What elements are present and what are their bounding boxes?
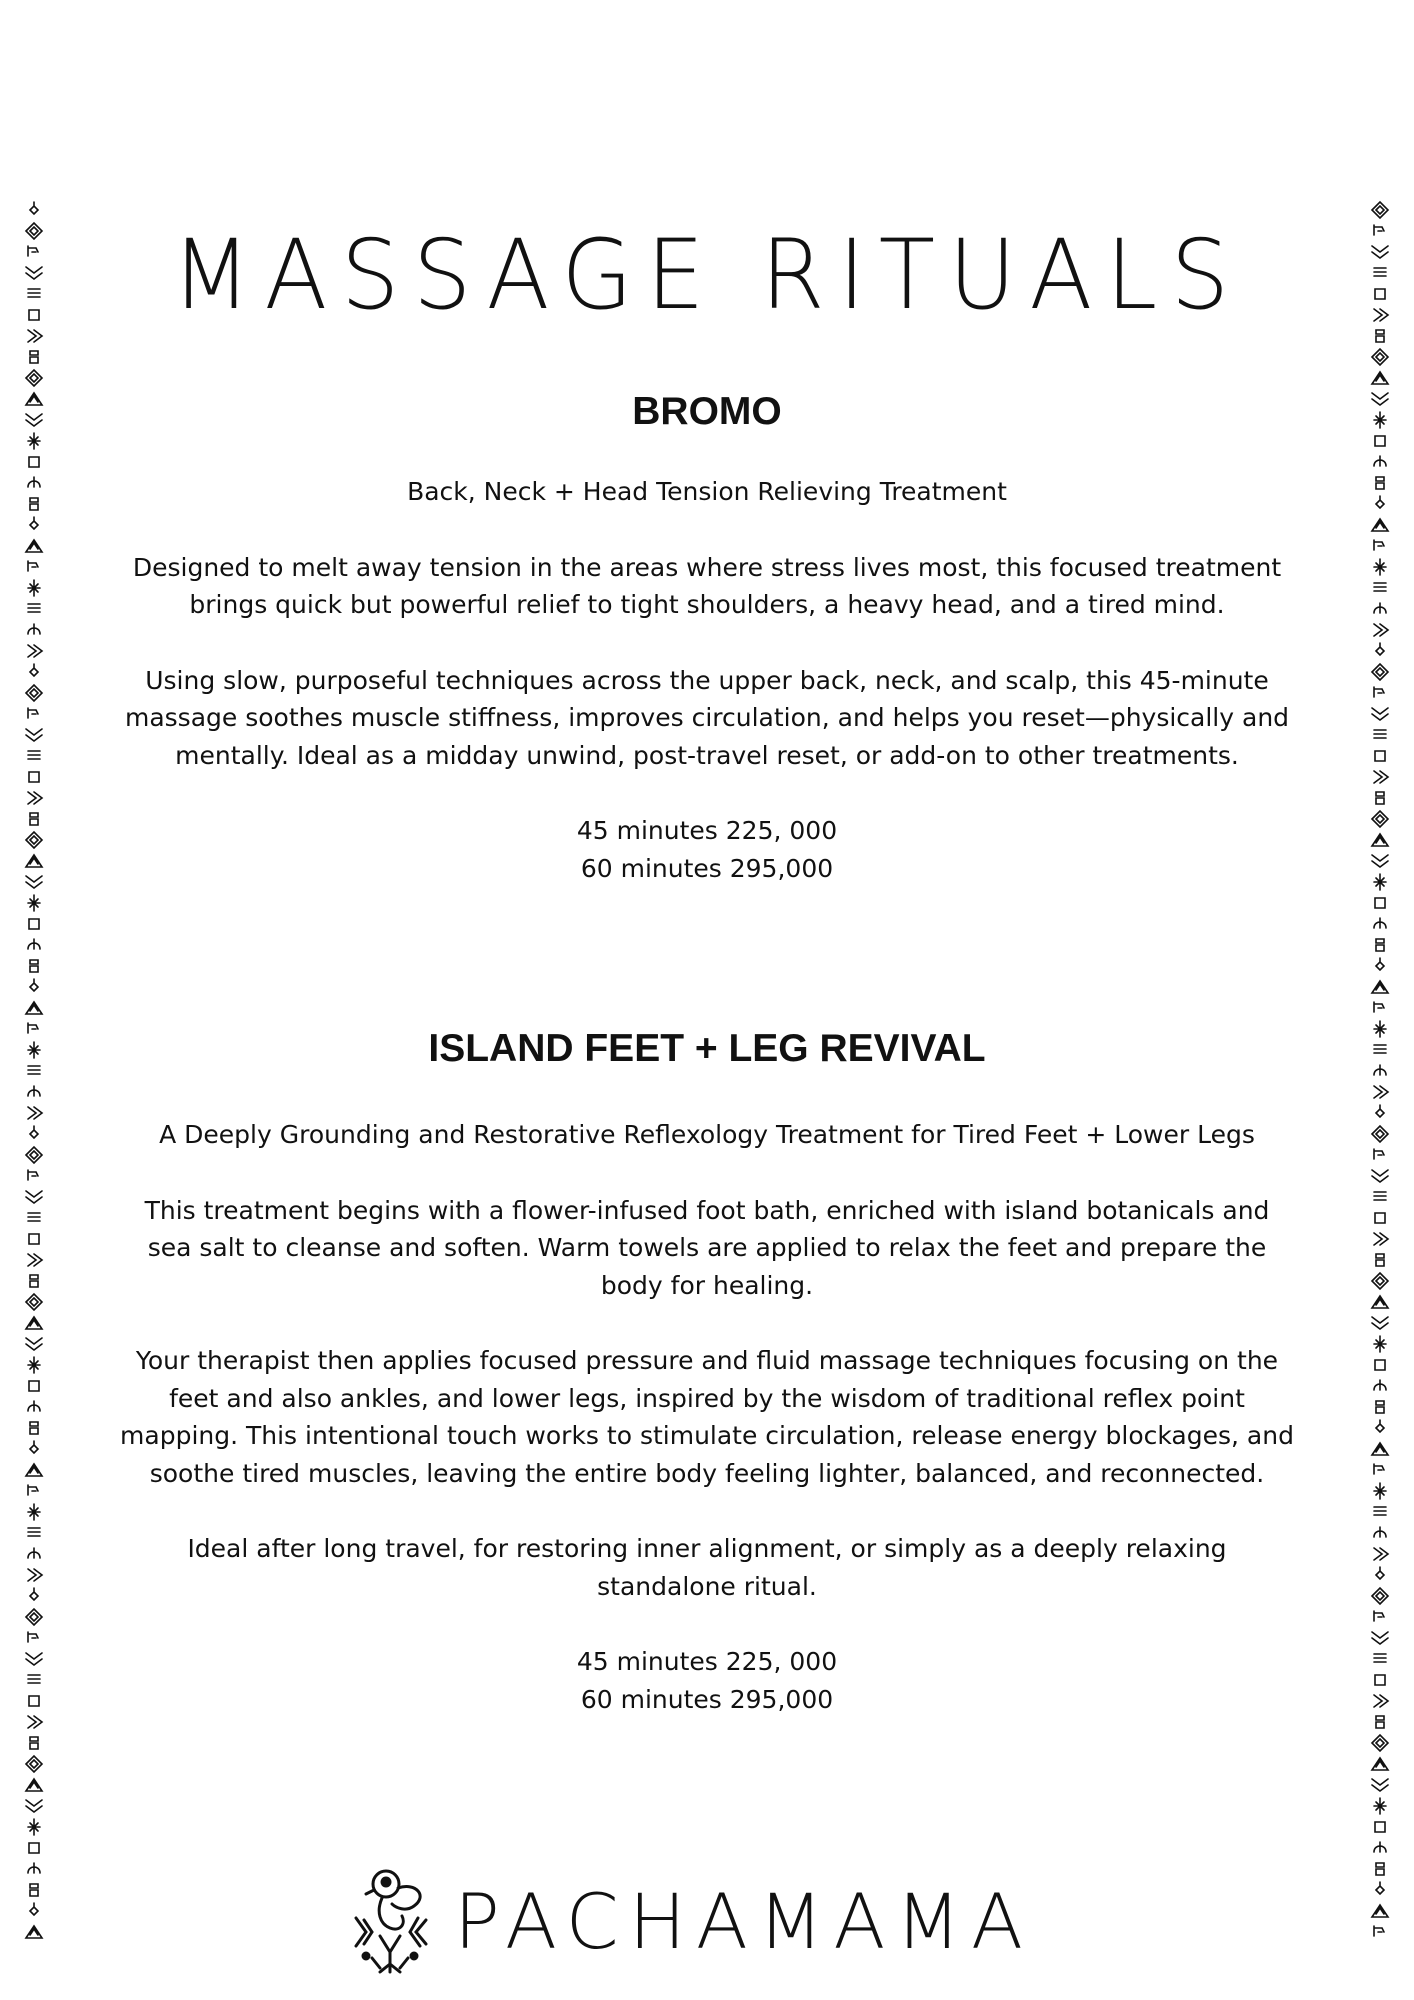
tribal-motif-icon bbox=[1374, 1086, 1388, 1098]
tribal-motif-icon bbox=[29, 1234, 39, 1244]
tribal-motif-icon bbox=[30, 1126, 38, 1138]
tribal-motif-icon bbox=[1372, 1273, 1388, 1289]
tribal-motif-icon bbox=[26, 1609, 42, 1625]
tribal-motif-icon bbox=[30, 1588, 38, 1600]
tribal-motif-icon bbox=[28, 939, 40, 949]
treatment-section-bromo bbox=[120, 387, 1294, 887]
tribal-motif-icon bbox=[1375, 898, 1385, 908]
left-tribal-border bbox=[20, 200, 48, 1960]
price-45-minutes: 45 minutes 225, 000 bbox=[576, 1647, 838, 1676]
tribal-motif-icon bbox=[30, 498, 38, 510]
tribal-motif-icon bbox=[1375, 1822, 1385, 1832]
tribal-motif-icon bbox=[30, 1275, 38, 1287]
tribal-motif-icon bbox=[1374, 624, 1388, 636]
tribal-motif-icon bbox=[28, 1086, 40, 1096]
tribal-motif-icon bbox=[1374, 603, 1386, 613]
tribal-motif-icon bbox=[26, 1779, 42, 1791]
tribal-motif-icon bbox=[1375, 436, 1385, 446]
tribal-motif-icon bbox=[28, 433, 40, 449]
tribal-motif-icon bbox=[26, 223, 42, 239]
price-60-minutes: 60 minutes 295,000 bbox=[580, 1684, 834, 1714]
price-45-minutes: 45 minutes 225, 000 bbox=[576, 816, 838, 845]
tribal-motif-icon bbox=[1372, 664, 1388, 680]
tribal-motif-icon bbox=[28, 708, 38, 718]
tribal-motif-icon bbox=[1374, 1149, 1384, 1159]
tribal-motif-icon bbox=[26, 1338, 42, 1350]
tribal-motif-icon bbox=[1374, 687, 1384, 697]
tribal-motif-icon bbox=[1372, 1735, 1388, 1751]
tribal-motif-icon bbox=[28, 895, 40, 911]
tribal-motif-icon bbox=[1376, 1863, 1384, 1875]
tribal-motif-icon bbox=[1374, 1654, 1386, 1662]
tribal-motif-icon bbox=[28, 561, 38, 571]
tribal-motif-icon bbox=[1374, 309, 1388, 321]
tribal-motif-icon bbox=[26, 1317, 42, 1329]
tribal-motif-icon bbox=[1376, 939, 1384, 951]
tribal-motif-icon bbox=[28, 1863, 40, 1873]
tribal-motif-icon bbox=[29, 310, 39, 320]
tribal-motif-icon bbox=[1372, 1588, 1388, 1604]
tribal-motif-icon bbox=[1372, 1317, 1388, 1329]
tribal-motif-icon bbox=[30, 517, 38, 529]
tribal-motif-icon bbox=[28, 1716, 42, 1728]
tribal-motif-icon bbox=[1374, 874, 1386, 890]
tribal-motif-icon bbox=[26, 1756, 42, 1772]
tribal-motif-icon bbox=[1372, 811, 1388, 827]
tribal-motif-icon bbox=[1376, 643, 1384, 655]
tribal-motif-icon bbox=[26, 1191, 42, 1203]
tribal-motif-icon bbox=[26, 370, 42, 386]
tribal-motif-icon bbox=[26, 1926, 42, 1938]
treatment-subtitle: Back, Neck + Head Tension Relieving Treatment bbox=[407, 477, 1007, 506]
tribal-motif-icon bbox=[28, 1528, 40, 1536]
tribal-motif-icon bbox=[28, 289, 40, 297]
tribal-motif-icon bbox=[28, 1401, 40, 1411]
tribal-motif-icon bbox=[26, 1002, 42, 1014]
treatment-description: Ideal after long travel, for restoring inner alignment, or simply as a deeply relaxing standalone ritual. bbox=[187, 1534, 1227, 1601]
tribal-motif-icon bbox=[26, 876, 42, 888]
price-list bbox=[120, 1643, 1294, 1718]
tribal-motif-icon bbox=[28, 1485, 38, 1495]
tribal-motif-icon bbox=[1376, 792, 1384, 804]
tribal-motif-icon bbox=[1374, 540, 1384, 550]
tribal-motif-icon bbox=[28, 792, 42, 804]
tribal-motif-icon bbox=[26, 729, 42, 741]
tribal-motif-icon bbox=[28, 246, 38, 256]
tribal-motif-icon bbox=[29, 919, 39, 929]
treatment-subtitle: A Deeply Grounding and Restorative Reflexology Treatment for Tired Feet + Lower Legs bbox=[159, 1120, 1255, 1149]
tribal-motif-icon bbox=[1374, 559, 1386, 575]
tribal-motif-icon bbox=[26, 832, 42, 848]
tribal-motif-icon bbox=[1374, 771, 1388, 783]
tribal-motif-icon bbox=[1372, 855, 1388, 867]
tribal-motif-icon bbox=[1374, 1483, 1386, 1499]
tribal-motif-icon bbox=[29, 1381, 39, 1391]
tribal-motif-icon bbox=[26, 1653, 42, 1665]
tribal-motif-icon bbox=[1372, 708, 1388, 720]
tribal-motif-icon bbox=[1376, 958, 1384, 970]
tribal-motif-icon bbox=[1375, 289, 1385, 299]
tribal-motif-icon bbox=[1374, 1507, 1386, 1515]
tribal-motif-icon bbox=[28, 1504, 40, 1520]
brand-name: PACHAMAMA bbox=[454, 1877, 1033, 1966]
tribal-motif-icon bbox=[30, 1737, 38, 1749]
tribal-motif-icon bbox=[26, 1464, 42, 1476]
tribal-motif-icon bbox=[28, 1569, 42, 1581]
tribal-motif-icon bbox=[1372, 1170, 1388, 1182]
tribal-pattern-icon bbox=[20, 200, 48, 1960]
tribal-motif-icon bbox=[30, 1884, 38, 1896]
tribal-pattern-icon bbox=[1366, 200, 1394, 1960]
tribal-motif-icon bbox=[1372, 1632, 1388, 1644]
treatment-title: BROMO bbox=[632, 390, 782, 433]
tribal-motif-icon bbox=[30, 664, 38, 676]
tribal-motif-icon bbox=[1372, 1443, 1388, 1455]
treatment-description: Your therapist then applies focused pressure and fluid massage techniques focusing on the feet and also ankles, and lower legs, inspired by the wisdom of traditional reflex point mapping. This intentional touch works to stimulate circulation, release energy blockages, and soothe tired muscles, leaving the entire body feeling lighter, balanced, and reconnected. bbox=[120, 1346, 1294, 1488]
pachamama-bird-logo-icon bbox=[336, 1860, 446, 1980]
tribal-motif-icon bbox=[28, 751, 40, 759]
tribal-motif-icon bbox=[1376, 330, 1384, 342]
tribal-motif-icon bbox=[1372, 834, 1388, 846]
tribal-motif-icon bbox=[1376, 1716, 1384, 1728]
right-tribal-border bbox=[1366, 200, 1394, 1960]
tribal-motif-icon bbox=[1375, 1213, 1385, 1223]
tribal-motif-icon bbox=[29, 1696, 39, 1706]
tribal-motif-icon bbox=[28, 1066, 40, 1074]
tribal-motif-icon bbox=[1374, 1464, 1384, 1474]
tribal-motif-icon bbox=[28, 1819, 40, 1835]
tribal-motif-icon bbox=[28, 1107, 42, 1119]
treatment-section-island-feet bbox=[120, 1024, 1294, 1718]
tribal-motif-icon bbox=[1374, 268, 1386, 276]
tribal-motif-icon bbox=[1372, 1296, 1388, 1308]
tribal-motif-icon bbox=[1372, 519, 1388, 531]
tribal-motif-icon bbox=[1372, 1905, 1388, 1917]
tribal-motif-icon bbox=[1374, 225, 1384, 235]
tribal-motif-icon bbox=[1374, 1045, 1386, 1053]
treatment-description: This treatment begins with a flower-infused foot bath, enriched with island botanicals and sea salt to cleanse and soften. Warm towels are applied to relax the feet and prepare the body for healing. bbox=[144, 1195, 1270, 1300]
tribal-motif-icon bbox=[29, 1843, 39, 1853]
tribal-motif-icon bbox=[1374, 1548, 1388, 1560]
tribal-motif-icon bbox=[30, 1441, 38, 1453]
tribal-motif-icon bbox=[28, 477, 40, 487]
tribal-motif-icon bbox=[28, 1632, 38, 1642]
tribal-motif-icon bbox=[29, 457, 39, 467]
tribal-motif-icon bbox=[1374, 456, 1386, 466]
tribal-motif-icon bbox=[1372, 202, 1388, 218]
footer-brand-logo bbox=[336, 1860, 1076, 1980]
tribal-motif-icon bbox=[1374, 730, 1386, 738]
tribal-motif-icon bbox=[1376, 1882, 1384, 1894]
tribal-motif-icon bbox=[1372, 981, 1388, 993]
tribal-motif-icon bbox=[26, 685, 42, 701]
tribal-motif-icon bbox=[1372, 1126, 1388, 1142]
tribal-motif-icon bbox=[1374, 1021, 1386, 1037]
tribal-motif-icon bbox=[30, 1903, 38, 1915]
tribal-motif-icon bbox=[28, 1675, 40, 1683]
tribal-motif-icon bbox=[1374, 1527, 1386, 1537]
tribal-motif-icon bbox=[1376, 1254, 1384, 1266]
tribal-motif-icon bbox=[26, 393, 42, 405]
tribal-motif-icon bbox=[1374, 1842, 1386, 1852]
tribal-motif-icon bbox=[1375, 751, 1385, 761]
tribal-motif-icon bbox=[28, 1213, 40, 1221]
tribal-motif-icon bbox=[1372, 1758, 1388, 1770]
tribal-motif-icon bbox=[1376, 1567, 1384, 1579]
tribal-motif-icon bbox=[28, 330, 42, 342]
price-60-minutes: 60 minutes 295,000 bbox=[580, 853, 834, 883]
tribal-motif-icon bbox=[1372, 246, 1388, 258]
tribal-motif-icon bbox=[1375, 1360, 1385, 1370]
treatment-description: Using slow, purposeful techniques across the upper back, neck, and scalp, this 45-minute massage soothes muscle stiffness, improves circulation, and helps you reset—physically and mentally. Ideal as a midday unwind, post-travel reset, or add-on to other treatments. bbox=[124, 665, 1290, 770]
tribal-motif-icon bbox=[1374, 1798, 1386, 1814]
tribal-motif-icon bbox=[26, 855, 42, 867]
tribal-motif-icon bbox=[1374, 1233, 1388, 1245]
tribal-motif-icon bbox=[1374, 1926, 1384, 1936]
tribal-motif-icon bbox=[1372, 393, 1388, 405]
tribal-motif-icon bbox=[30, 813, 38, 825]
tribal-motif-icon bbox=[26, 1294, 42, 1310]
tribal-motif-icon bbox=[1374, 1192, 1386, 1200]
tribal-motif-icon bbox=[26, 540, 42, 552]
tribal-motif-icon bbox=[1376, 1401, 1384, 1413]
tribal-motif-icon bbox=[1374, 412, 1386, 428]
tribal-motif-icon bbox=[28, 1023, 38, 1033]
tribal-motif-icon bbox=[26, 414, 42, 426]
tribal-motif-icon bbox=[1374, 918, 1386, 928]
tribal-motif-icon bbox=[26, 1800, 42, 1812]
tribal-motif-icon bbox=[28, 604, 40, 612]
tribal-motif-icon bbox=[28, 580, 40, 596]
tribal-motif-icon bbox=[1376, 477, 1384, 489]
tribal-motif-icon bbox=[28, 1254, 42, 1266]
tribal-motif-icon bbox=[30, 202, 38, 214]
tribal-motif-icon bbox=[1374, 1695, 1388, 1707]
tribal-motif-icon bbox=[1374, 1611, 1384, 1621]
tribal-motif-icon bbox=[1372, 349, 1388, 365]
tribal-motif-icon bbox=[1375, 1675, 1385, 1685]
tribal-motif-icon bbox=[28, 1357, 40, 1373]
tribal-motif-icon bbox=[1374, 1380, 1386, 1390]
tribal-motif-icon bbox=[1376, 496, 1384, 508]
tribal-motif-icon bbox=[1374, 1336, 1386, 1352]
tribal-motif-icon bbox=[28, 1170, 38, 1180]
tribal-motif-icon bbox=[1376, 1105, 1384, 1117]
tribal-motif-icon bbox=[1372, 1779, 1388, 1791]
tribal-motif-icon bbox=[1374, 1065, 1386, 1075]
tribal-motif-icon bbox=[30, 979, 38, 991]
tribal-motif-icon bbox=[1372, 372, 1388, 384]
tribal-motif-icon bbox=[1374, 1002, 1384, 1012]
tribal-motif-icon bbox=[1374, 583, 1386, 591]
tribal-motif-icon bbox=[29, 772, 39, 782]
tribal-motif-icon bbox=[28, 624, 40, 634]
price-list bbox=[120, 812, 1294, 887]
tribal-motif-icon bbox=[28, 1042, 40, 1058]
tribal-motif-icon bbox=[28, 645, 42, 657]
treatment-description: Designed to melt away tension in the areas where stress lives most, this focused treatment brings quick but powerful relief to tight shoulders, a heavy head, and a tired mind. bbox=[132, 552, 1282, 619]
tribal-motif-icon bbox=[30, 351, 38, 363]
treatment-title: ISLAND FEET + LEG REVIVAL bbox=[428, 1027, 986, 1070]
tribal-motif-icon bbox=[30, 1422, 38, 1434]
tribal-motif-icon bbox=[28, 1548, 40, 1558]
page-title: MASSAGE RITUALS bbox=[171, 219, 1243, 331]
tribal-motif-icon bbox=[1376, 1420, 1384, 1432]
tribal-motif-icon bbox=[26, 1147, 42, 1163]
tribal-motif-icon bbox=[26, 267, 42, 279]
tribal-motif-icon bbox=[30, 960, 38, 972]
